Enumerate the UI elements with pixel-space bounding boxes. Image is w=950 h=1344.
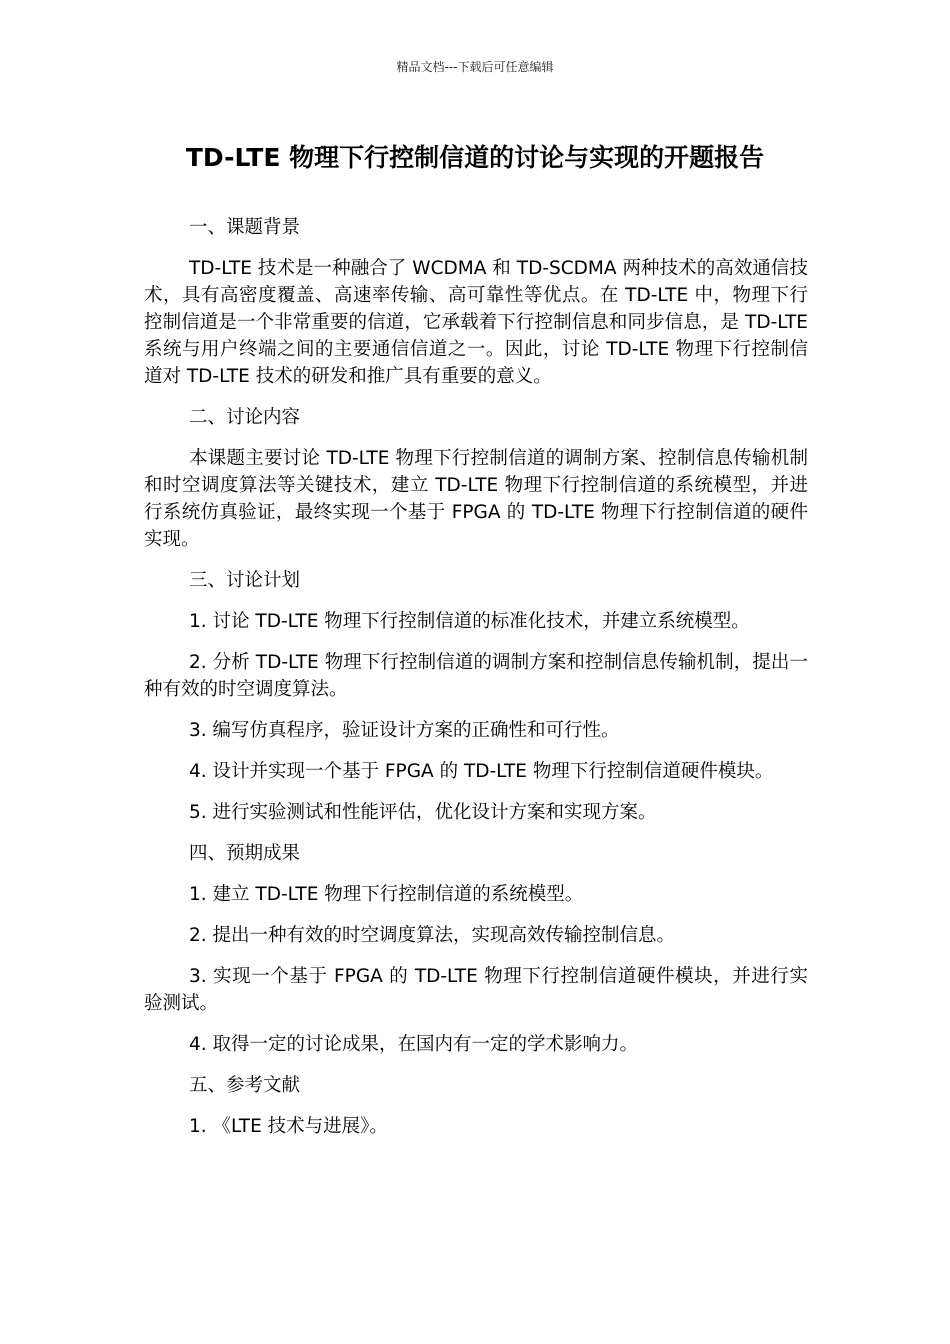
plan-item-5: 5. 进行实验测试和性能评估，优化设计方案和实现方案。 [189,802,657,823]
plan-item-3: 3. 编写仿真程序，验证设计方案的正确性和可行性。 [189,720,620,741]
paragraph-content: 本课题主要讨论 TD-LTE 物理下行控制信道的调制方案、控制信息传输机制和时空调度算法等关键技术，建立 TD-LTE 物理下行控制信道的系统模型，并进行系统仿真验证，最终实现一个基于 FPGA 的 TD-LTE 物理下行控制信道的硬件实现。 [144,448,808,550]
section-heading-references: 五、参考文献 [189,1075,301,1096]
plan-item-4: 4. 设计并实现一个基于 FPGA 的 TD-LTE 物理下行控制信道硬件模块。 [189,761,774,782]
result-item-4: 4. 取得一定的讨论成果，在国内有一定的学术影响力。 [189,1034,639,1055]
section-heading-plan: 三、讨论计划 [189,570,301,591]
result-item-3: 3. 实现一个基于 FPGA 的 TD-LTE 物理下行控制信道硬件模块，并进行实验测试。 [144,966,808,1014]
document-body [144,214,808,1154]
plan-item-1: 1. 讨论 TD-LTE 物理下行控制信道的标准化技术，并建立系统模型。 [189,611,750,632]
document-title: TD-LTE 物理下行控制信道的讨论与实现的开题报告 [185,143,765,172]
section-heading-background: 一、课题背景 [189,217,301,238]
plan-item-2: 2. 分析 TD-LTE 物理下行控制信道的调制方案和控制信息传输机制，提出一种有效的时空调度算法。 [144,652,808,700]
section-heading-results: 四、预期成果 [189,843,301,864]
paragraph-background: TD-LTE 技术是一种融合了 WCDMA 和 TD-SCDMA 两种技术的高效通信技术，具有高密度覆盖、高速率传输、高可靠性等优点。在 TD-LTE 中，物理下行控制信道是一个非常重要的信道，它承载着下行控制信息和同步信息，是 TD-LTE 系统与用户终端之间的主要通信信道之一。因此，讨论 TD-LTE 物理下行控制信道对 TD-LTE 技术的研发和推广具有重要的意义。 [144,258,808,387]
result-item-2: 2. 提出一种有效的时空调度算法，实现高效传输控制信息。 [189,925,676,946]
section-heading-content: 二、讨论内容 [189,407,301,428]
reference-item-1: 1. 《LTE 技术与进展》。 [189,1116,388,1137]
header-note: 精品文档---下载后可任意编辑 [396,60,554,74]
result-item-1: 1. 建立 TD-LTE 物理下行控制信道的系统模型。 [189,884,584,905]
